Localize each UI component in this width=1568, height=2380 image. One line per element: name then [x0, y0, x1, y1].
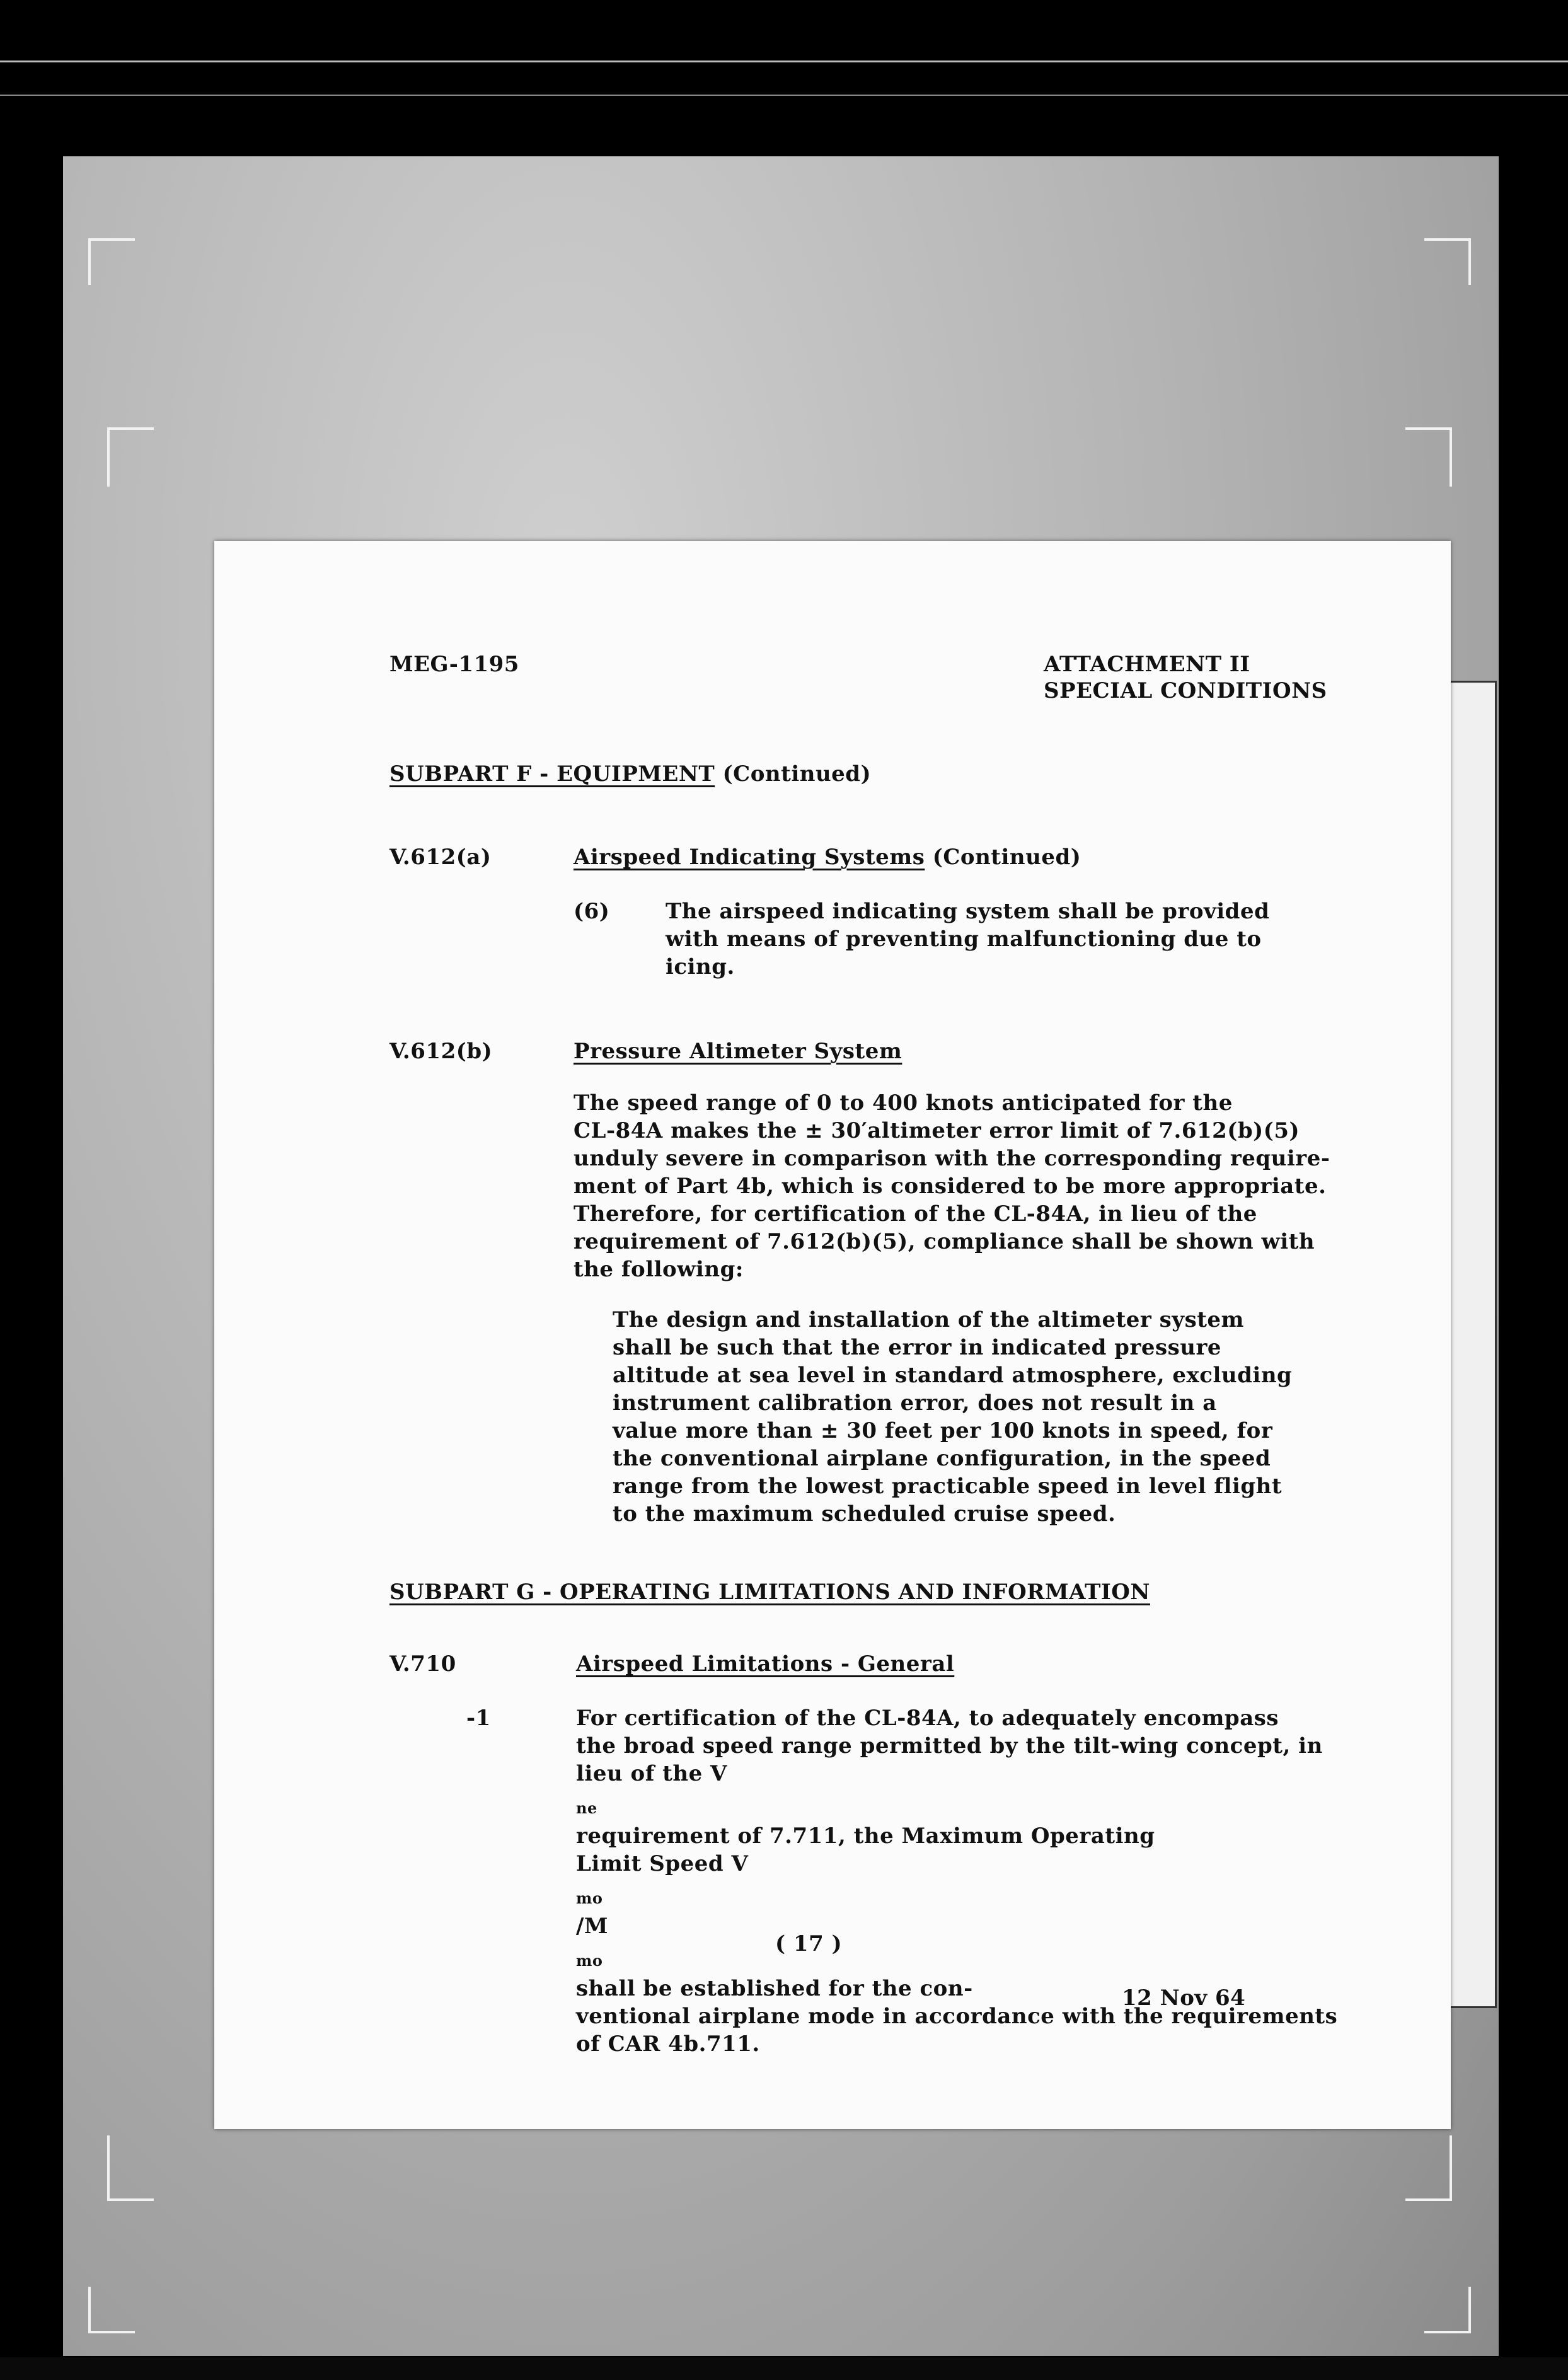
item-text-6: [666, 898, 1269, 981]
text-line: The airspeed indicating system shall be provided: [666, 899, 1270, 924]
subscript: mo: [576, 1889, 603, 1907]
film-edge-line: [0, 95, 1568, 96]
film-border-bottom: [0, 2357, 1568, 2380]
text-line: requirement of 7.612(b)(5), compliance shall be shown with: [574, 1229, 1315, 1254]
quoted-requirement: [613, 1306, 1292, 1528]
text-line: shall be such that the error in indicated pressure: [613, 1335, 1222, 1360]
text-line: icing.: [666, 954, 735, 979]
text-line: of CAR 4b.711.: [576, 2031, 760, 2057]
section-title: Pressure Altimeter System: [574, 1039, 902, 1064]
paragraph-612b: [574, 1089, 1330, 1283]
film-border-top: [0, 0, 1568, 151]
text-line: [576, 1850, 1337, 2002]
paper-tab-edge: [1451, 681, 1497, 2008]
text-fragment: shall be established for the con-: [576, 1976, 973, 2001]
crop-mark: [1424, 238, 1471, 285]
crop-mark: [107, 427, 154, 487]
subpart-f-heading: [389, 760, 871, 788]
section-number: V.710: [389, 1651, 456, 1677]
item-number: (6): [574, 899, 610, 924]
crop-mark: [1405, 2135, 1452, 2201]
document-page: [214, 541, 1451, 2129]
film-edge-line: [0, 61, 1568, 62]
text-line: ventional airplane mode in accordance with the requirements: [576, 2004, 1338, 2029]
crop-mark: [88, 238, 135, 285]
crop-mark: [88, 2287, 135, 2333]
section-number: V.612(a): [389, 845, 492, 870]
subscript: mo: [576, 1951, 603, 1970]
text-line: with means of preventing malfunctioning due to: [666, 927, 1262, 952]
subscript: ne: [576, 1799, 597, 1817]
section-continued: (Continued): [932, 845, 1081, 870]
subpart-f-title: SUBPART F - EQUIPMENT: [389, 761, 715, 787]
text-fragment: requirement of 7.711, the Maximum Operating: [576, 1823, 1155, 1849]
subpart-f-continued: (Continued): [722, 761, 872, 787]
text-line: instrument calibration error, does not result in a: [613, 1390, 1217, 1416]
text-line: [576, 1760, 1337, 1850]
doc-id: MEG-1195: [389, 652, 519, 677]
text-line: to the maximum scheduled cruise speed.: [613, 1501, 1116, 1527]
text-fragment: /M: [576, 1914, 609, 1939]
text-line: the following:: [574, 1257, 744, 1282]
text-line: ment of Part 4b, which is considered to be more appropriate.: [574, 1174, 1327, 1199]
attachment-label: ATTACHMENT II: [1044, 652, 1250, 677]
text-line: Therefore, for certification of the CL-84A, in lieu of the: [574, 1201, 1257, 1227]
text-line: CL-84A makes the ± 30′altimeter error limit of 7.612(b)(5): [574, 1118, 1300, 1143]
text-line: the broad speed range permitted by the tilt-wing concept, in: [576, 1733, 1323, 1759]
text-line: the conventional airplane configuration, in the speed: [613, 1446, 1271, 1471]
text-fragment: Limit Speed V: [576, 1851, 749, 1876]
text-line: For certification of the CL-84A, to adequately encompass: [576, 1706, 1279, 1731]
crop-mark: [1405, 427, 1452, 487]
text-line: unduly severe in comparison with the corresponding require-: [574, 1146, 1330, 1171]
text-line: altitude at sea level in standard atmosphere, excluding: [613, 1363, 1293, 1388]
crop-mark: [1424, 2287, 1471, 2333]
crop-mark: [107, 2135, 154, 2201]
section-title: Airspeed Indicating Systems: [574, 845, 925, 870]
text-line: range from the lowest practicable speed in level flight: [613, 1474, 1283, 1499]
page-number: ( 17 ): [775, 1931, 843, 1956]
section-heading-612a: [574, 843, 1081, 871]
date-stamp: 12 Nov 64: [1122, 1985, 1246, 2011]
subpart-g-title: SUBPART G - OPERATING LIMITATIONS AND INFORMATION: [389, 1580, 1150, 1605]
item-number: -1: [466, 1706, 491, 1731]
text-line: The speed range of 0 to 400 knots anticipated for the: [574, 1090, 1233, 1116]
text-fragment: lieu of the V: [576, 1761, 727, 1786]
special-conditions-label: SPECIAL CONDITIONS: [1044, 678, 1327, 703]
section-number: V.612(b): [389, 1039, 493, 1064]
section-title: Airspeed Limitations - General: [576, 1651, 955, 1677]
text-line: value more than ± 30 feet per 100 knots in speed, for: [613, 1418, 1273, 1443]
text-line: The design and installation of the altimeter system: [613, 1307, 1245, 1332]
